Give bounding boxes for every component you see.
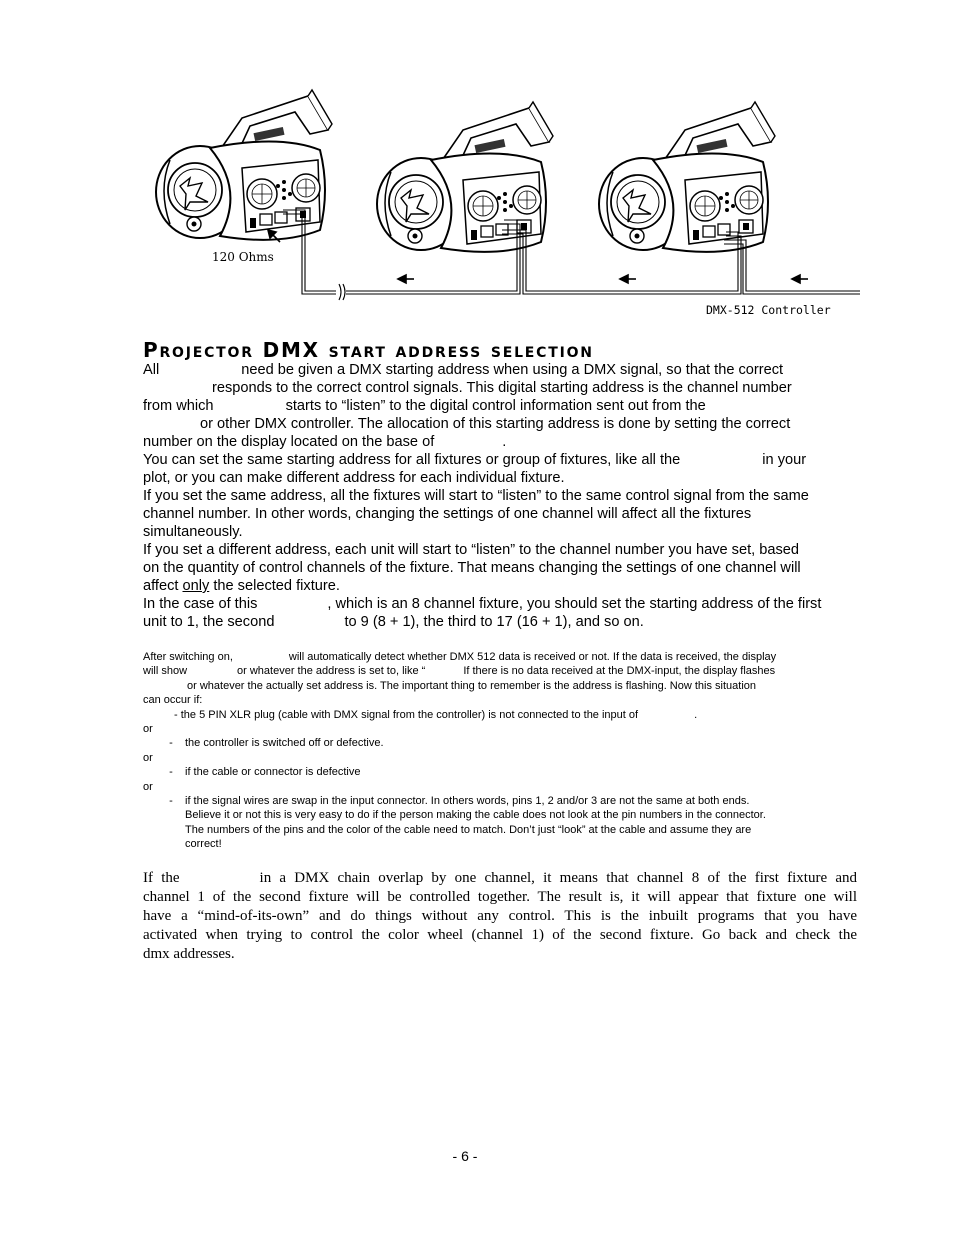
intro-text bbox=[143, 361, 859, 631]
note-line: will show or whatever the address is set to, like “ If there is no data received at the DMX-input, the display flashes bbox=[143, 665, 776, 678]
note-line: can occur if: bbox=[143, 694, 203, 707]
dmx-chain-diagram bbox=[140, 80, 860, 325]
overlap-line: dmx addresses. bbox=[143, 946, 235, 962]
page-number: - 6 - bbox=[452, 1148, 478, 1164]
overlap-paragraph bbox=[143, 869, 857, 964]
note-bullet: - the 5 PIN XLR plug (cable with DMX signal from the controller) is not connected to the input of . bbox=[174, 708, 698, 721]
text-line: or other DMX controller. The allocation of this starting address is done by setting the correct bbox=[200, 416, 791, 432]
text-line: In the case of this , which is an 8 channel fixture, you should set the starting address of the first bbox=[143, 596, 822, 612]
overlap-line: have a “mind-of-its-own” and do things without any control. This is the inbuilt programs that you have bbox=[143, 908, 857, 924]
text-line: number on the display located on the base of . bbox=[143, 434, 507, 450]
note-or: or bbox=[143, 751, 153, 764]
terminator-label: 120 Ohms bbox=[212, 250, 274, 264]
text-line: from which starts to “listen” to the digital control information sent out from the bbox=[143, 398, 706, 414]
controller-label: DMX-512 Controller bbox=[706, 303, 831, 317]
note-bullet-cont: The numbers of the pins and the color of the cable need to match. Don’t just “look” at the cable and assume they are bbox=[185, 823, 752, 836]
emphasis-only: only bbox=[182, 578, 210, 594]
text-line: unit to 1, the second to 9 (8 + 1), the third to 17 (16 + 1), and so on. bbox=[143, 614, 644, 630]
text-line: on the quantity of control channels of the fixture. That means changing the settings of one channel will bbox=[143, 560, 801, 576]
text-line: If you set a different address, each unit will start to “listen” to the channel number you have set, based bbox=[143, 542, 800, 558]
note-or: or bbox=[143, 722, 153, 735]
overlap-line: channel 1 of the second fixture will be controlled together. The result is, it will appear that fixture one will bbox=[143, 889, 857, 905]
text-line: affect only the selected fixture. bbox=[143, 578, 340, 594]
text-line: simultaneously. bbox=[143, 524, 243, 540]
note-bullet-cont: Believe it or not this is very easy to do if the person making the cable does not look at the pin numbers in the connector. bbox=[185, 809, 766, 822]
note-bullet: - the controller is switched off or defective. bbox=[169, 737, 384, 750]
text-line: You can set the same starting address for all fixtures or group of fixtures, like all the in your bbox=[143, 452, 807, 468]
dmx-detection-note bbox=[143, 650, 859, 851]
text-line: If you set the same address, all the fixtures will start to “listen” to the same control signal from the same bbox=[143, 488, 809, 504]
note-bullet: - if the cable or connector is defective bbox=[169, 766, 361, 779]
note-line: After switching on, will automatically detect whether DMX 512 data is received or not. If the data is received, the display bbox=[143, 651, 777, 663]
overlap-line: activated when trying to control the color wheel (channel 1) of the second fixture. Go back and check the bbox=[143, 927, 857, 943]
note-line: or whatever the actually set address is. The important thing to remember is the address is flashing. Now this situation bbox=[187, 679, 757, 692]
text-line: channel number. In other words, changing the settings of one channel will affect all the fixtures bbox=[143, 506, 752, 522]
text-line: responds to the correct control signals. This digital starting address is the channel number bbox=[212, 380, 792, 396]
note-bullet-cont: correct! bbox=[185, 838, 222, 851]
note-or: or bbox=[143, 780, 153, 793]
dmx-chain-svg bbox=[140, 80, 860, 325]
section-title: Projector DMX start address selection bbox=[143, 338, 594, 362]
note-bullet: - if the signal wires are swap in the input connector. In others words, pins 1, 2 and/or 3 are not the same at both ends. bbox=[169, 794, 750, 807]
overlap-line: If the in a DMX chain overlap by one channel, it means that channel 8 of the first fixture and bbox=[143, 870, 857, 886]
text-line: All need be given a DMX starting address when using a DMX signal, so that the correct bbox=[143, 362, 784, 378]
text-line: plot, or you can make different address for each individual fixture. bbox=[143, 470, 565, 486]
